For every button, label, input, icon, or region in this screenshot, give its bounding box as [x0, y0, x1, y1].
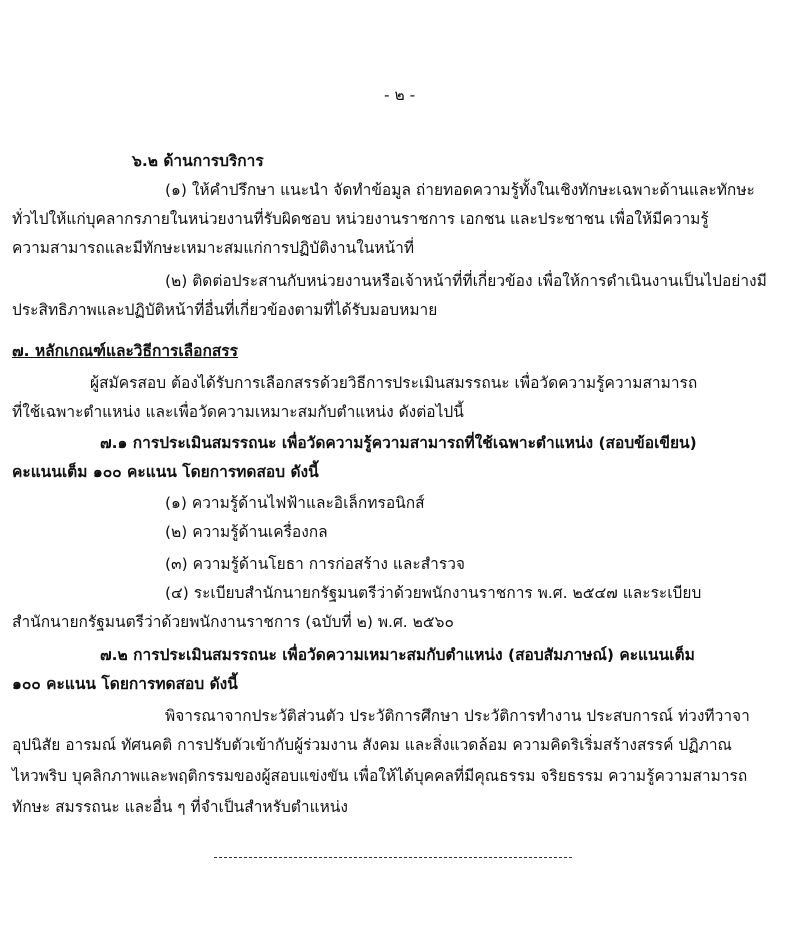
paragraph-line: ผู้สมัครสอบ ต้องได้รับการเลือกสรรด้วยวิธีการประเมินสมรรถนะ เพื่อวัดความรู้ความสามารถ	[90, 374, 698, 392]
list-item: (๑) ความรู้ด้านไฟฟ้าและอิเล็กทรอนิกส์	[165, 494, 425, 512]
paragraph-line: ความสามารถและมีทักษะเหมาะสมแก่การปฏิบัติงานในหน้าที่	[12, 239, 415, 257]
page-number: - ๒ -	[384, 86, 416, 104]
dashed-separator	[214, 857, 572, 858]
section-7-1-heading-cont: คะแนนเต็ม ๑๐๐ คะแนน โดยการทดสอบ ดังนี้	[12, 463, 319, 481]
paragraph-line: ทั่วไปให้แก่บุคลากรภายในหน่วยงานที่รับผิดชอบ หน่วยงานราชการ เอกชน และประชาชน เพื่อให้มีความรู้	[12, 210, 709, 228]
paragraph-line: ที่ใช้เฉพาะตำแหน่ง และเพื่อวัดความเหมาะสมกับตำแหน่ง ดังต่อไปนี้	[12, 403, 464, 421]
paragraph-line: (๒) ติดต่อประสานกับหน่วยงานหรือเจ้าหน้าที่ที่เกี่ยวข้อง เพื่อให้การดำเนินงานเป็นไปอย่างมี	[165, 272, 767, 290]
paragraph-line: พิจารณาจากประวัติส่วนตัว ประวัติการศึกษา ประวัติการทำงาน ประสบการณ์ ท่วงทีวาจา	[165, 707, 750, 725]
paragraph-line: ไหวพริบ บุคลิกภาพและพฤติกรรมของผู้สอบแข่งขัน เพื่อให้ได้บุคคลที่มีคุณธรรม จริยธรรม ความรู้ความสามารถ	[12, 767, 748, 785]
list-item: (๒) ความรู้ด้านเครื่องกล	[165, 523, 328, 541]
section-7-1-heading: ๗.๑ การประเมินสมรรถนะ เพื่อวัดความรู้ความสามารถที่ใช้เฉพาะตำแหน่ง (สอบข้อเขียน)	[100, 434, 697, 452]
paragraph-line: ประสิทธิภาพและปฏิบัติหน้าที่อื่นที่เกี่ยวข้องตามที่ได้รับมอบหมาย	[12, 301, 438, 319]
paragraph-line: อุปนิสัย อารมณ์ ทัศนคติ การปรับตัวเข้ากับผู้ร่วมงาน สังคม และสิ่งแวดล้อม ความคิดริเริ่มสร้างสรรค์ ปฏิภาณ	[12, 736, 732, 754]
section-7-2-heading-cont: ๑๐๐ คะแนน โดยการทดสอบ ดังนี้	[12, 675, 238, 693]
section-7-2-heading: ๗.๒ การประเมินสมรรถนะ เพื่อวัดความเหมาะสมกับตำแหน่ง (สอบสัมภาษณ์) คะแนนเต็ม	[100, 646, 695, 664]
list-item: (๔) ระเบียบสำนักนายกรัฐมนตรีว่าด้วยพนักงานราชการ พ.ศ. ๒๕๔๗ และระเบียบ	[165, 584, 702, 602]
list-item: (๓) ความรู้ด้านโยธา การก่อสร้าง และสำรวจ	[165, 555, 465, 573]
paragraph-line: (๑) ให้คำปรึกษา แนะนำ จัดทำข้อมูล ถ่ายทอดความรู้ทั้งในเชิงทักษะเฉพาะด้านและทักษะ	[165, 181, 755, 199]
paragraph-line: ทักษะ สมรรถนะ และอื่น ๆ ที่จำเป็นสำหรับตำแหน่ง	[12, 798, 348, 816]
section-7-heading: ๗. หลักเกณฑ์และวิธีการเลือกสรร	[12, 342, 238, 360]
section-6-2-heading: ๖.๒ ด้านการบริการ	[132, 152, 264, 170]
list-item-cont: สำนักนายกรัฐมนตรีว่าด้วยพนักงานราชการ (ฉบับที่ ๒) พ.ศ. ๒๕๖๐	[12, 613, 454, 631]
